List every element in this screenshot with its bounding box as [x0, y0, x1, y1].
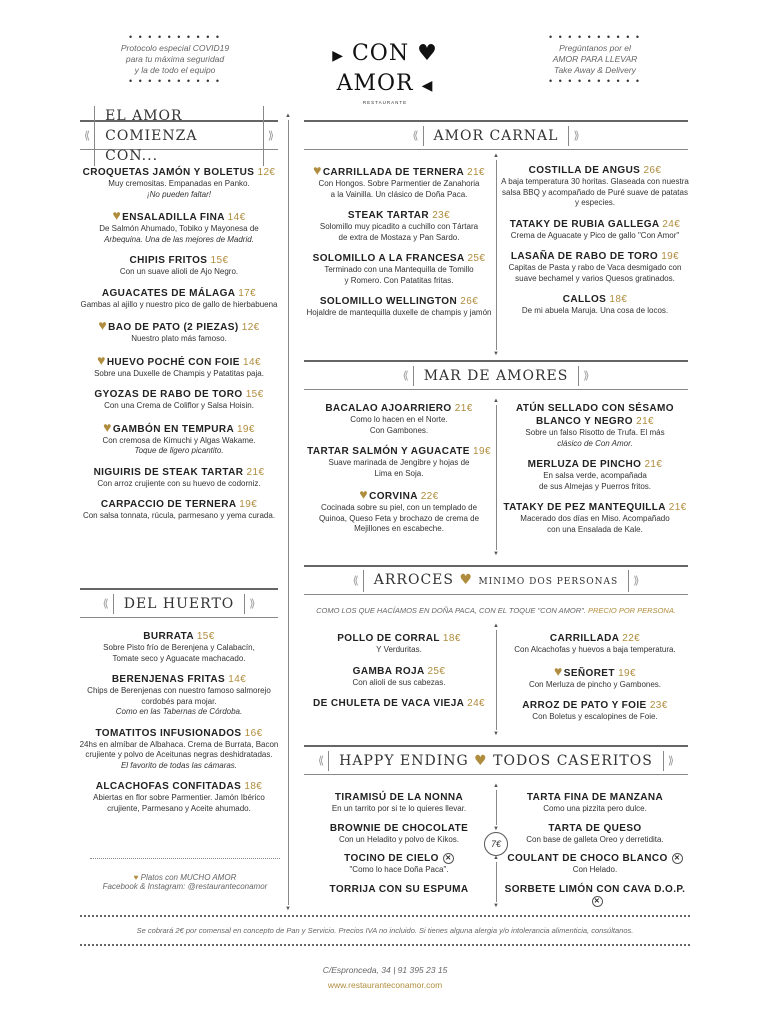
item-description: Muy cremositas. Empanadas en Panko. — [108, 179, 250, 188]
item-name: HUEVO POCHÉ CON FOIE — [106, 356, 240, 368]
section-header-amor-carnal: ⟪ AMOR CARNAL ⟫ — [304, 120, 688, 150]
item-description: En salsa verde, acompañada — [543, 471, 647, 480]
item-name: DE CHULETA DE VACA VIEJA — [313, 698, 464, 709]
dots-divider: • • • • • • • • • • — [548, 76, 641, 86]
dots-divider: • • • • • • • • • • — [128, 76, 221, 86]
item-description: Con Alcachofas y huevos a baja temperatura. — [514, 645, 676, 654]
footer-divider — [80, 915, 690, 917]
item-price: 22€ — [622, 633, 641, 644]
item-name: GAMBA ROJA — [352, 665, 425, 677]
menu-item — [306, 209, 492, 243]
item-description: de extra de Mostaza y Pan Sardo. — [338, 232, 460, 242]
menu-item: BROWNIE DE CHOCOLATE Con un Heladito y polvo de Kikos. — [306, 822, 492, 846]
section-header-mar-amores: ⟪ MAR DE AMORES ⟫ — [304, 360, 688, 390]
item-description: Con Boletus y escalopines de Foie. — [532, 712, 658, 721]
item-description: Con alioli de sus cabezas. — [352, 677, 446, 687]
mar-right-list — [500, 402, 690, 544]
item-price: 16€ — [244, 727, 263, 739]
arroces-left-list — [306, 632, 492, 719]
item-price: 25€ — [467, 253, 486, 264]
menu-item — [306, 402, 492, 436]
logo-subtitle: RESTAURANTE — [362, 100, 408, 105]
item-description: Con salsa tonnata, rúcula, parmesano y yema curada. — [82, 511, 276, 520]
item-price: 21€ — [246, 466, 265, 478]
item-price: 15€ — [196, 631, 215, 642]
item-price: 26€ — [460, 296, 479, 307]
item-price: 18€ — [609, 294, 628, 305]
item-name: COULANT DE CHOCO BLANCO — [507, 853, 668, 864]
item-name: COSTILLA DE ANGUS — [528, 165, 641, 176]
menu-item — [76, 630, 282, 664]
item-note: El favorito de todas las cámaras. — [120, 760, 238, 770]
item-description: Gambas al ajillo y nuestro pico de gallo de hierbabuena — [80, 299, 278, 309]
section-title: DEL HUERTO — [113, 594, 246, 614]
item-description: Solomillo muy picadito a cuchillo con Tártara — [319, 222, 479, 231]
item-name: GYOZAS DE RABO DE TORO — [94, 389, 243, 400]
dessert-price-badge: 7€ — [484, 832, 508, 856]
item-description: Con arroz crujiente con su huevo de codorniz. — [97, 478, 261, 488]
column-divider — [288, 120, 289, 905]
item-price: 19€ — [618, 667, 636, 679]
menu-item — [306, 632, 492, 656]
item-name: GAMBÓN EN TEMPURA — [112, 423, 234, 435]
item-price: 25€ — [427, 665, 446, 677]
takeaway-line: Take Away & Delivery — [554, 65, 636, 75]
item-name: BERENJENAS FRITAS — [111, 674, 226, 685]
item-description: Con un suave alioli de Ajo Negro. — [119, 267, 239, 276]
menu-item — [306, 445, 492, 479]
item-price: 23€ — [649, 700, 668, 711]
item-price: 12€ — [241, 322, 260, 333]
item-name: TARTAR SALMÓN Y AGUACATE — [307, 446, 470, 457]
menu-item — [500, 293, 690, 317]
item-note: clásico de Con Amor. — [557, 438, 633, 448]
menu-item — [500, 699, 690, 723]
item-note: Arbequina. Una de las mejores de Madrid. — [104, 234, 254, 244]
item-name: TATAKY DE RUBIA GALLEGA — [509, 218, 660, 230]
covid-line: Protocolo especial COVID19 — [120, 43, 230, 53]
item-price: 14€ — [227, 212, 246, 223]
item-description: Con Hongos. Sobre Parmentier de Zanahoria — [318, 179, 480, 188]
heart-icon: ♥ — [359, 486, 369, 502]
heart-icon: ♥ — [98, 317, 108, 333]
menu-item — [76, 780, 282, 814]
item-price: 14€ — [243, 356, 261, 368]
item-description: Capitas de Pasta y rabo de Vaca desmigado con suave bechamel y varios Quesos gratinados. — [508, 263, 682, 283]
item-description: Y Verduritas. — [376, 645, 422, 654]
takeaway-line: Pregúntanos por el — [559, 43, 631, 53]
menu-item: TORRIJA CON SU ESPUMA — [329, 883, 469, 895]
section-title: MAR DE AMORES — [413, 366, 580, 386]
item-name: LASAÑA DE RABO DE TORO — [510, 251, 659, 262]
heart-icon: ♥ — [459, 571, 473, 588]
section-header-arroces: ⟪ ARROCES ♥ MINIMO DOS PERSONAS ⟫ — [304, 565, 688, 595]
section-title: TODOS CASERITOS — [493, 752, 653, 769]
arroces-right-list — [500, 632, 690, 732]
heart-icon: ♥ — [313, 162, 322, 178]
column-divider — [496, 630, 497, 730]
section-subtitle: MINIMO DOS PERSONAS — [478, 576, 619, 587]
mucho-amor-note: Platos con MUCHO AMOR — [140, 873, 237, 882]
mar-left-list — [306, 402, 492, 544]
item-name: BACALAO AJOARRIERO — [325, 403, 452, 414]
item-description: Lima en Soja. — [374, 468, 424, 478]
item-price: 24€ — [662, 218, 681, 230]
item-description: Tomate seco y Aguacate machacado. — [112, 653, 246, 663]
website-link[interactable]: www.restauranteconamor.com — [327, 980, 443, 990]
item-description: En un tarrito por si te lo quieres llevar. — [331, 804, 467, 813]
dots-divider: • • • • • • • • • • — [548, 32, 641, 42]
item-description: Con Helado. — [572, 865, 618, 874]
section-title: AMOR CARNAL — [423, 126, 570, 146]
item-name: CARRILLADA DE TERNERA — [322, 167, 464, 178]
item-description: a la Vainilla. Un clásico de Doña Paca. — [330, 189, 468, 199]
item-name: MERLUZA DE PINCHO — [527, 459, 642, 470]
item-description: Con Merluza de pincho y Gambones. — [528, 679, 662, 689]
item-description: y Romero. Con Patatitas fritas. — [344, 275, 454, 285]
postres-right-list — [500, 791, 690, 916]
item-name: SOLOMILLO A LA FRANCESA — [312, 253, 465, 264]
item-price: 23€ — [432, 210, 451, 221]
dietary-icon: ✕ — [592, 896, 603, 907]
menu-item — [500, 218, 690, 242]
menu-item — [306, 665, 492, 689]
menu-item — [76, 351, 282, 380]
item-description: Chips de Berenjenas con nuestro famoso salmorejo cordobés para mojar. — [87, 686, 271, 706]
section-header-happy-ending: ⟪ HAPPY ENDING ♥ TODOS CASERITOS ⟫ — [304, 745, 688, 775]
menu-item — [500, 662, 690, 691]
item-description: Con una Crema de Coliflor y Salsa Hoisin. — [104, 401, 254, 410]
menu-item — [500, 164, 690, 209]
menu-item — [76, 466, 282, 490]
item-price: 17€ — [238, 287, 257, 299]
heart-icon: ♥ — [133, 873, 139, 882]
item-name: CALLOS — [562, 294, 607, 305]
item-description: Suave marinada de Jengibre y hojas de — [328, 458, 470, 467]
item-description: Con un Heladito y polvo de Kikos. — [338, 834, 460, 844]
item-name: SEÑORET — [563, 667, 615, 679]
menu-item — [76, 418, 282, 457]
item-name: POLLO DE CORRAL — [337, 633, 440, 644]
carnal-left-list — [306, 164, 492, 328]
item-name: ARROZ DE PATO Y FOIE — [522, 700, 647, 711]
heart-icon: ♥ — [103, 418, 112, 435]
item-description: A baja temperatura 30 horitas. Glaseada con nuestra salsa BBQ y acompañado de Puré suave de patatas y especies. — [501, 177, 689, 207]
menu-item — [306, 697, 492, 710]
item-name: TOMATITOS INFUSIONADOS — [95, 727, 242, 739]
social-handle: Facebook & Instagram: @restauranteconamor — [102, 882, 268, 891]
menu-item — [76, 209, 282, 245]
menu-item — [500, 402, 690, 449]
item-price: 22€ — [420, 491, 439, 502]
column-divider — [496, 160, 497, 350]
item-name: SORBETE LIMÓN CON CAVA D.O.P. — [504, 883, 686, 895]
postres-left-list — [306, 791, 492, 903]
item-description: Terminado con una Mantequilla de Tomillo — [324, 265, 474, 274]
item-price: 21€ — [467, 167, 485, 178]
arroces-intro-text: COMO LOS QUE HACÍAMOS EN DOÑA PACA, CON EL TOQUE "CON AMOR". — [316, 606, 586, 615]
menu-item — [76, 673, 282, 718]
item-name: BAO DE PATO (2 PIEZAS) — [108, 322, 239, 333]
amor-comienza-list — [76, 166, 282, 531]
item-name: SOLOMILLO WELLINGTON — [319, 296, 458, 307]
item-description: Macerado dos días en Miso. Acompañado — [520, 514, 670, 523]
logo-text: CON ♥ AMOR — [336, 41, 438, 96]
heart-icon: ♥ — [112, 207, 122, 223]
item-name: CORVINA — [369, 491, 418, 502]
menu-item — [306, 252, 492, 286]
covid-note — [120, 32, 230, 87]
item-price: 21€ — [636, 416, 654, 427]
covid-line: para tu máxima seguridad — [125, 54, 225, 64]
menu-item — [76, 388, 282, 412]
item-price: 19€ — [236, 423, 255, 435]
item-price: 21€ — [644, 459, 663, 470]
address-text: C/Espronceda, 34 | 91 395 23 15 — [322, 965, 448, 975]
item-name: ENSALADILLA FINA — [122, 212, 225, 223]
menu-item — [500, 852, 690, 876]
item-description: Como una pizzita pero dulce. — [543, 804, 647, 813]
item-description: Sobre un falso Risotto de Trufa. El más — [525, 428, 665, 437]
dots-divider: • • • • • • • • • • — [128, 32, 221, 42]
item-name: TATAKY DE PEZ MANTEQUILLA — [503, 502, 666, 513]
item-name: STEAK TARTAR — [347, 210, 429, 221]
arroces-price-note: PRECIO POR PERSONA. — [587, 606, 676, 615]
item-price: 24€ — [467, 698, 485, 709]
item-name: CROQUETAS JAMÓN Y BOLETUS — [82, 167, 255, 178]
item-description: Crema de Aguacate y Pico de gallo "Con Amor" — [510, 230, 680, 240]
item-description: Sobre una Duxelle de Champis y Patatitas paja. — [94, 368, 264, 378]
heart-icon: ♥ — [97, 351, 106, 368]
footer-divider — [80, 944, 690, 946]
menu-item — [306, 164, 492, 200]
item-name: ATÚN SELLADO CON SÉSAMO BLANCO Y NEGRO — [516, 403, 674, 427]
del-huerto-list — [76, 630, 282, 823]
menu-item — [76, 254, 282, 278]
menu-item — [500, 501, 690, 535]
section-title: HAPPY ENDING — [339, 752, 469, 769]
item-name: BURRATA — [143, 631, 194, 642]
item-price: 19€ — [473, 446, 491, 457]
arroces-intro — [304, 606, 688, 615]
menu-item — [76, 319, 282, 345]
item-description: Con base de galleta Oreo y derretidita. — [526, 834, 664, 844]
item-price: 18€ — [244, 781, 263, 792]
item-name: TOCINO DE CIELO — [344, 853, 439, 864]
item-price: 15€ — [210, 255, 229, 266]
takeaway-line: AMOR PARA LLEVAR — [552, 54, 638, 64]
item-description: De mi abuela Maruja. Una cosa de locos. — [521, 306, 669, 315]
item-price: 21€ — [668, 502, 687, 513]
footer-social — [90, 858, 280, 891]
item-description: Cocinada sobre su piel, con un templado de Quinoa, Queso Feta y brochazo de crema de Mejillones en escabeche. — [318, 503, 480, 533]
covid-line: y la de todo el equipo — [134, 65, 216, 75]
column-divider — [496, 862, 497, 902]
item-note: ¡No pueden faltar! — [146, 189, 212, 199]
item-price: 26€ — [643, 165, 662, 176]
section-header-amor-comienza: ⟪ EL AMOR COMIENZA CON... ⟫ — [80, 120, 278, 150]
item-description: Hojaldre de mantequilla duxelle de champis y jamón — [306, 308, 492, 317]
takeaway-note — [540, 32, 650, 87]
carnal-right-list — [500, 164, 690, 326]
column-divider — [496, 790, 497, 825]
menu-item: TIRAMISÚ DE LA NONNA En un tarrito por si te lo quieres llevar. — [306, 791, 492, 815]
item-note: Como en las Tabernas de Córdoba. — [115, 707, 243, 716]
section-title: ARROCES — [373, 571, 454, 588]
item-description: Como lo hacen en el Norte. — [350, 415, 448, 424]
item-price: 21€ — [454, 403, 473, 414]
menu-item — [76, 287, 282, 311]
menu-item: TARTA DE QUESO Con base de galleta Oreo y derretidita. — [500, 822, 690, 846]
item-name: CARPACCIO DE TERNERA — [100, 499, 237, 510]
section-title: EL AMOR COMIENZA CON... — [94, 106, 264, 166]
item-description: De Salmón Ahumado, Tobiko y Mayonesa de — [99, 224, 259, 233]
menu-item — [76, 498, 282, 522]
item-price: 19€ — [239, 499, 258, 510]
item-description: con una Ensalada de Kale. — [547, 524, 643, 534]
item-price: 12€ — [257, 167, 276, 178]
column-divider — [496, 405, 497, 550]
menu-item — [76, 166, 282, 200]
logo: ▶ CON ♥ AMOR ◀ RESTAURANTE — [320, 40, 450, 105]
section-header-del-huerto: ⟪ DEL HUERTO ⟫ — [80, 588, 278, 618]
menu-item — [306, 852, 492, 876]
item-name: ALCACHOFAS CONFITADAS — [95, 781, 242, 792]
menu-item: TARTA FINA DE MANZANA Como una pizzita pero dulce. — [500, 791, 690, 815]
item-description: "Como lo hace Doña Paca". — [349, 865, 449, 874]
menu-item — [500, 250, 690, 284]
menu-item — [500, 458, 690, 492]
heart-icon: ♥ — [554, 662, 563, 679]
item-description: de sus Almejas y Puerros fritos. — [538, 481, 652, 491]
menu-item — [306, 295, 492, 319]
item-name: AGUACATES DE MÁLAGA — [101, 287, 236, 299]
item-price: 18€ — [442, 633, 461, 644]
disclaimer-text: Se cobrará 2€ por comensal en concepto de Pan y Servicio. Precios IVA no incluido. Si tienes alguna alergia y/o intolerancia alimenticia, consúltanos. — [136, 926, 634, 935]
item-name: NIGUIRIS DE STEAK TARTAR — [93, 466, 244, 478]
item-price: 15€ — [245, 389, 264, 400]
dietary-icon: ✕ — [443, 853, 454, 864]
menu-item — [500, 883, 690, 909]
menu-item — [306, 488, 492, 535]
item-name: CARRILLADA — [549, 633, 620, 644]
heart-icon: ♥ — [474, 752, 488, 769]
item-description: Con Gambones. — [369, 425, 429, 435]
item-description: 24hs en almíbar de Albahaca. Crema de Burrata, Bacon crujiente y polvo de Aceitunas negras deshidratadas. — [79, 739, 279, 759]
item-description: Abiertas en flor sobre Parmentier. Jamón Ibérico crujiente, Parmesano y Aceite ahumado. — [93, 793, 265, 813]
item-price: 19€ — [661, 251, 680, 262]
item-description: Nuestro plato más famoso. — [131, 334, 227, 343]
item-note: Toque de ligero picantito. — [134, 446, 224, 455]
dietary-icon: ✕ — [672, 853, 683, 864]
menu-item — [76, 727, 282, 772]
item-description: Con cremosa de Kimuchi y Algas Wakame. — [102, 435, 256, 445]
item-name: CHIPIS FRITOS — [129, 255, 208, 266]
item-price: 14€ — [228, 674, 247, 685]
item-description: Sobre Pisto frío de Berenjena y Calabacín, — [103, 643, 255, 652]
menu-item — [500, 632, 690, 656]
